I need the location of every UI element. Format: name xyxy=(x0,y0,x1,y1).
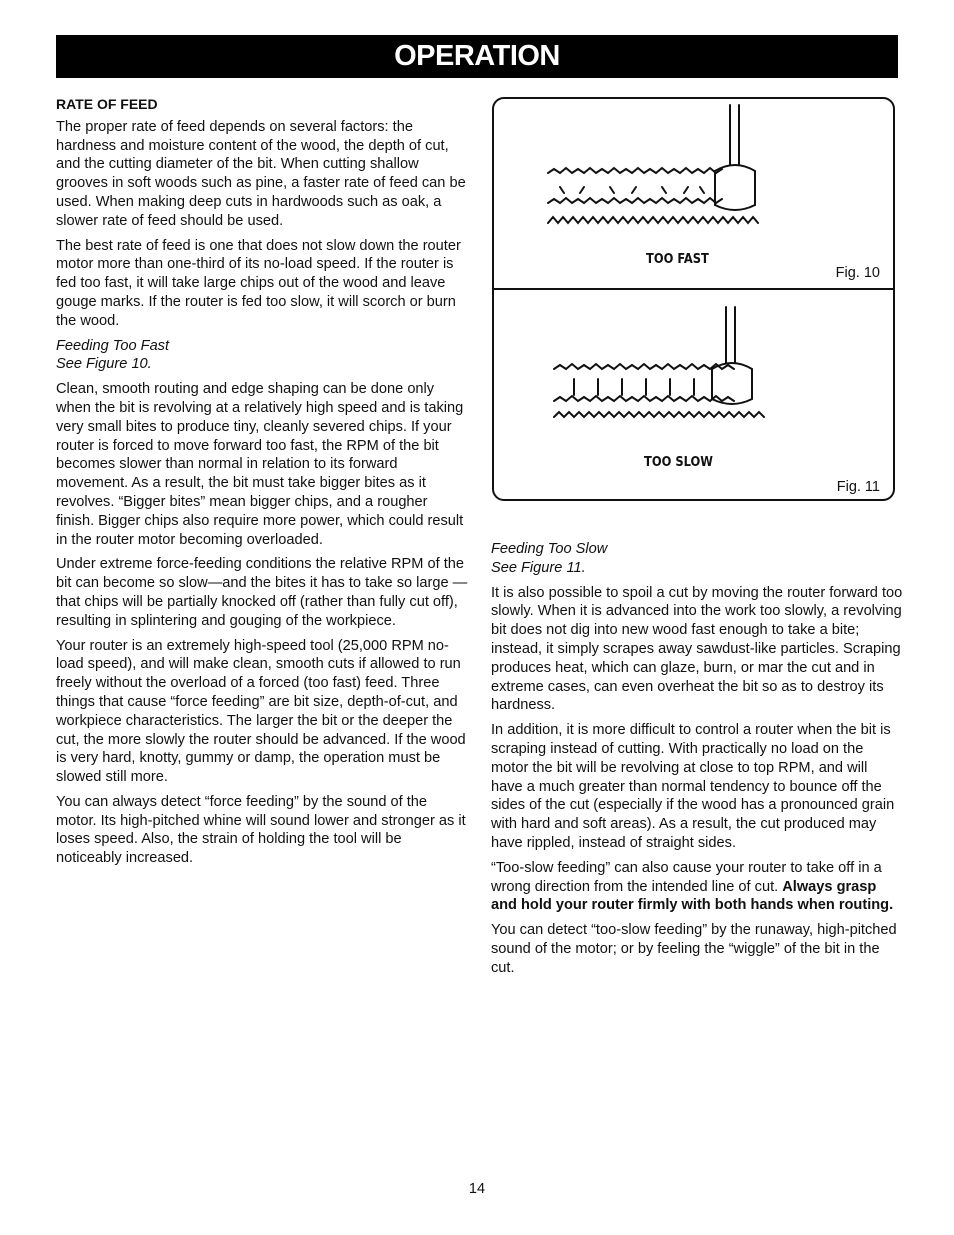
too-slow-label: TOO SLOW xyxy=(644,454,713,470)
paragraph: The proper rate of feed depends on several factors: the hardness and moisture content of the wood, the depth of cut, and the cutting diameter of the bit. When cutting shallow grooves in soft woods such as pine, a faster rate of feed can be used. When making deep cuts in hardwoods such as oak, a slower rate of feed should be used. xyxy=(56,118,466,229)
paragraph: Your router is an extremely high-speed tool (25,000 RPM no-load speed), and will make clean, smooth cuts if allowed to run freely without the overload of a forced (too fast) feed. Three things that cause “force feeding” are bit size, depth-of-cut, and workpiece characteristics. The larger the bit or the deeper the cut, the more slowly the router should be advanced. If the wood is very hard, knotty, gummy or damp, the operation must be slowed still more. xyxy=(56,637,466,786)
section-title: OPERATION xyxy=(394,40,560,72)
too-slow-illustration xyxy=(540,305,800,435)
warning-bold-text: Always grasp and hold your router firmly with both hands when routing. xyxy=(491,878,894,914)
paragraph: You can detect “too-slow feeding” by the runaway, high-pitched sound of the motor; or by feeling the “wiggle” of the bit in the cut. xyxy=(491,922,897,976)
feeding-too-slow-subheading xyxy=(491,540,903,578)
paragraph: Clean, smooth routing and edge shaping can be done only when the bit is revolving at a relatively high speed and is taking very small bites to produce tiny, cleanly severed chips. If your router is forced to move forward too fast, the RPM of the bit becomes slower than normal in relation to its forward movement. As a result, the bit must take bigger bites as it revolves. “Bigger bites” mean bigger chips, and a rougher finish. Bigger chips also require more power, which could result in the router motor becoming overloaded. xyxy=(56,381,464,548)
paragraph-warning xyxy=(491,859,903,915)
warning-lead-text: “Too-slow feeding” can also cause your router to take off in a wrong direction from the intended line of cut. xyxy=(491,859,882,895)
figure-10-number: Fig. 10 xyxy=(835,265,880,281)
too-fast-label: TOO FAST xyxy=(646,251,709,267)
subheading-figure-ref: See Figure 10. xyxy=(56,356,152,373)
figure-box xyxy=(492,97,895,501)
feeding-too-fast-subheading xyxy=(56,337,468,375)
subheading-title: Feeding Too Slow xyxy=(491,541,608,557)
too-fast-illustration xyxy=(540,103,800,233)
paragraph: It is also possible to spoil a cut by moving the router forward too slowly. When it is advanced into the work too slowly, a revolving bit does not dig into new wood fast enough to take a bite; instead, it simply scrapes away sawdust-like particles. Scraping produces heat, which can glaze, burn, or mar the cut and in extreme cases, can even overheat the bit so as to destroy its hardness. xyxy=(491,584,903,714)
paragraph: In addition, it is more difficult to control a router when the bit is scraping instead of cutting. With practically no load on the motor the bit will be revolving at close to top RPM, and will have a much greater than normal tendency to bounce off the sides of the cut (especially if the wood has a pronounced grain with hard and soft areas). As a result, the cut produced may have rippled, instead of straight sides. xyxy=(491,722,895,851)
figure-divider xyxy=(494,288,893,290)
rate-of-feed-heading: RATE OF FEED xyxy=(56,96,158,112)
left-column xyxy=(56,95,468,874)
section-title-banner xyxy=(56,35,898,78)
right-column xyxy=(491,540,903,984)
figure-11-number: Fig. 11 xyxy=(836,479,880,495)
paragraph: The best rate of feed is one that does not slow down the router motor more than one-third of its no-load speed. If the router is fed too fast, it will take large chips out of the wood and leave gouge marks. If the router is fed too slow, it will scorch or burn the wood. xyxy=(56,237,461,329)
page-number: 14 xyxy=(468,1181,486,1197)
paragraph: Under extreme force-feeding conditions the relative RPM of the bit can become so slow—and the bites it has to take so large — that chips will be partially knocked off (rather than fully cut off), resulting in splintering and gouging of the workpiece. xyxy=(56,556,468,629)
subheading-figure-ref: See Figure 11. xyxy=(491,559,586,576)
subheading-title: Feeding Too Fast xyxy=(56,337,170,354)
paragraph: You can always detect “force feeding” by the sound of the motor. Its high-pitched whine will sound lower and stronger as it loses speed. Also, the strain of holding the tool will be noticeably increased. xyxy=(56,793,466,867)
